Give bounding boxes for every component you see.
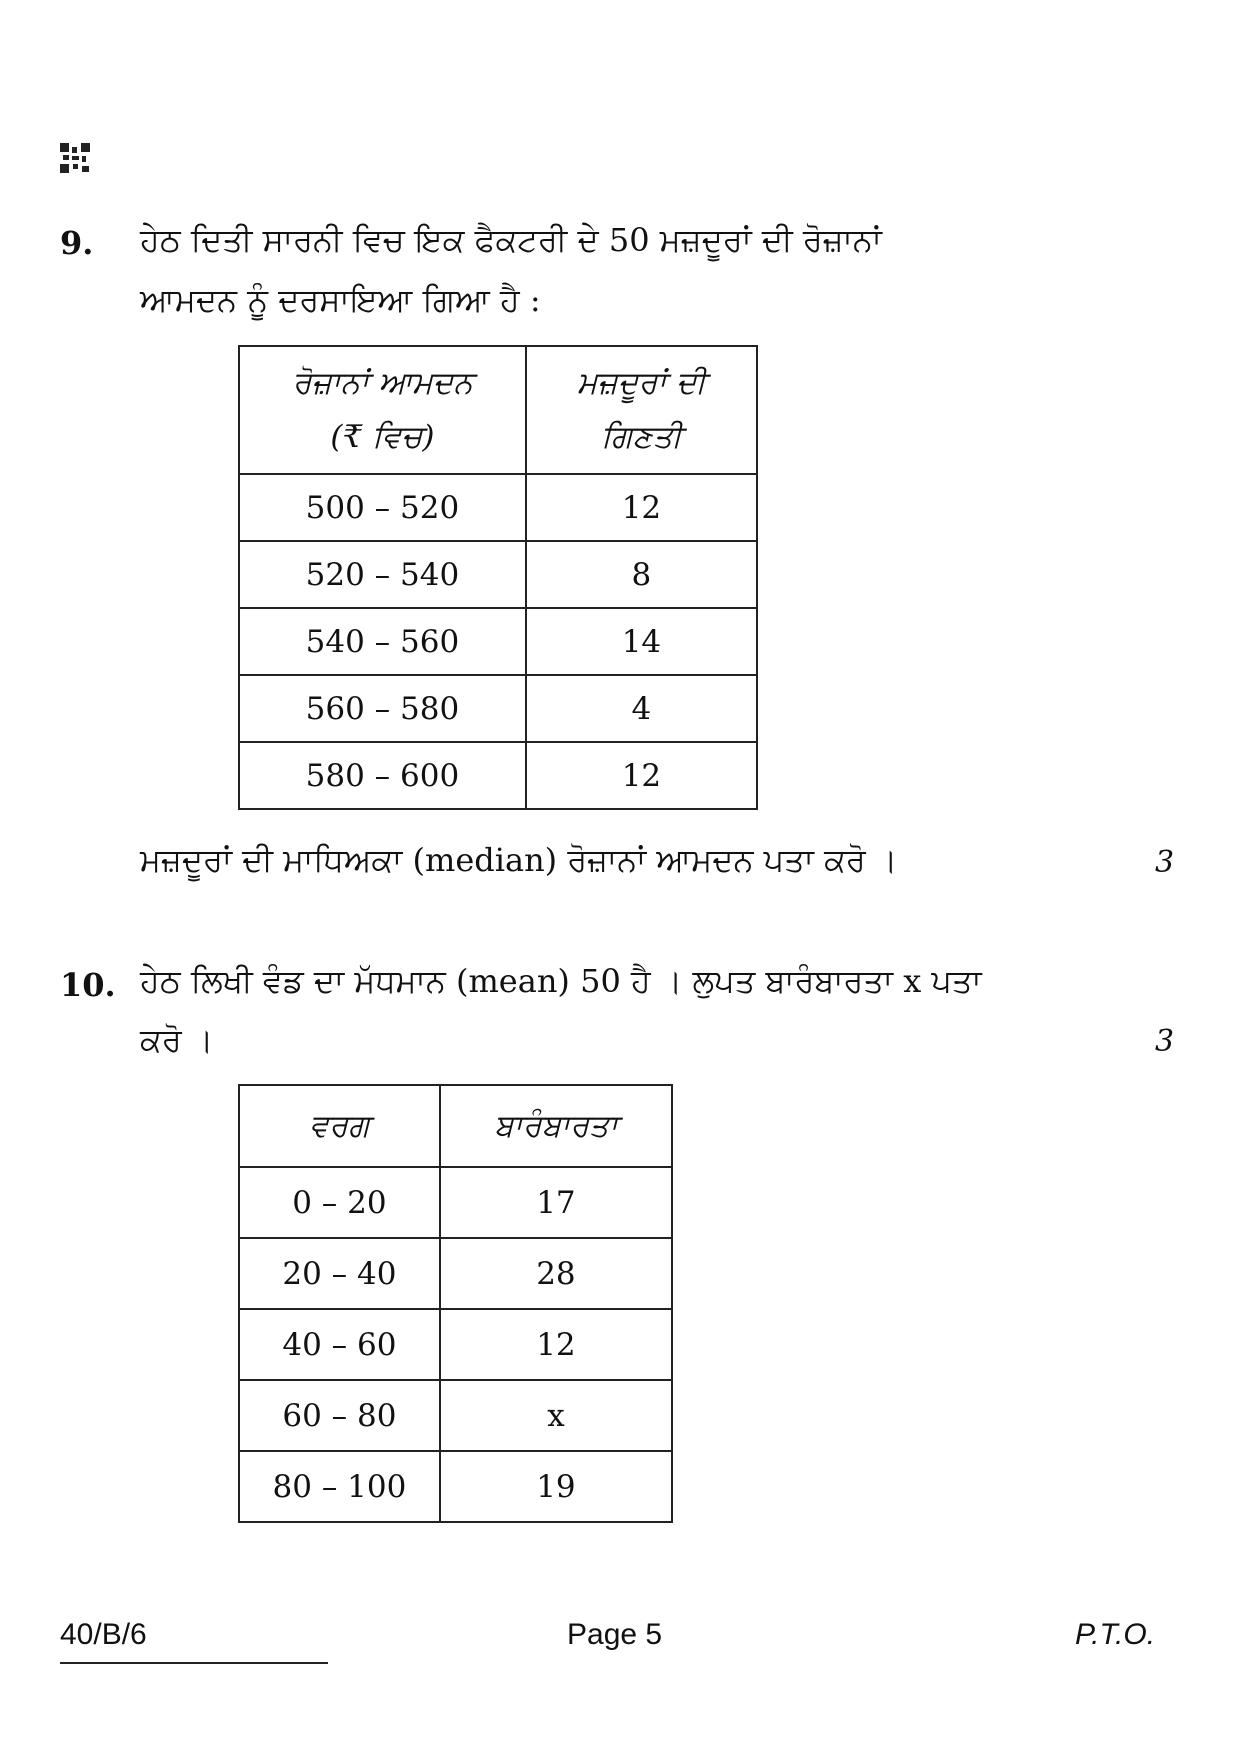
class-range-cell: 20 – 40 [239,1238,440,1309]
table-header-row [239,346,757,474]
table-row [239,474,757,541]
question-9-prompt: ਮਜ਼ਦੂਰਾਂ ਦੀ ਮਾਧਿਅਕਾ (median) ਰੋਜ਼ਾਨਾਂ ਆਮਦਨ ਪਤਾ ਕਰੋ । [140,841,898,879]
worker-count-cell: 14 [526,608,757,675]
table-header-row [239,1085,672,1167]
frequency-cell: x [440,1380,672,1451]
worker-count-cell: 8 [526,541,757,608]
page-number: Page 5 [567,1618,663,1651]
class-range-cell: 40 – 60 [239,1309,440,1380]
question-9-number: 9. [60,224,94,262]
table-row [239,1238,672,1309]
pto-label: P.T.O. [1075,1618,1156,1651]
question-9-line1: ਹੇਠ ਦਿਤੀ ਸਾਰਨੀ ਵਿਚ ਇਕ ਫੈਕਟਰੀ ਦੇ 50 ਮਜ਼ਦੂਰਾਂ ਦੀ ਰੋਜ਼ਾਨਾਂ [140,221,882,259]
worker-count-cell: 12 [526,474,757,541]
header-class: ਵਰਗ [239,1085,440,1167]
frequency-cell: 12 [440,1309,672,1380]
question-10-marks: 3 [1155,1024,1175,1059]
header-daily-income [239,346,526,474]
header-daily-income-line2: (₹ ਵਿਚ) [330,419,435,455]
question-10-number: 10. [60,966,116,1004]
table-row [239,1451,672,1522]
question-9-marks: 3 [1155,845,1175,880]
question-9-line2: ਆਮਦਨ ਨੂੰ ਦਰਸਾਇਆ ਗਿਆ ਹੈ : [140,281,541,319]
header-worker-count-line1: ਮਜ਼ਦੂਰਾਂ ਦੀ [577,365,706,401]
footer-divider [60,1662,328,1664]
income-range-cell: 560 – 580 [239,675,526,742]
income-range-cell: 540 – 560 [239,608,526,675]
question-10-line2: ਕਰੋ । [140,1021,214,1059]
worker-count-cell: 12 [526,742,757,809]
header-worker-count [526,346,757,474]
table-row [239,1167,672,1238]
table-row [239,608,757,675]
question-10-line1: ਹੇਠ ਲਿਖੀ ਵੰਡ ਦਾ ਮੱਧਮਾਨ (mean) 50 ਹੈ । ਲੁਪਤ ਬਾਰੰਬਾਰਤਾ x ਪਤਾ [140,962,982,1000]
table-row [239,1309,672,1380]
income-range-cell: 580 – 600 [239,742,526,809]
class-range-cell: 0 – 20 [239,1167,440,1238]
qr-code-icon [60,143,90,173]
table-row [239,1380,672,1451]
paper-code: 40/B/6 [60,1618,147,1651]
header-worker-count-line2: ਗਿਣਤੀ [600,419,682,455]
frequency-cell: 19 [440,1451,672,1522]
table-row [239,675,757,742]
q9-income-table [238,345,758,810]
frequency-cell: 28 [440,1238,672,1309]
class-range-cell: 80 – 100 [239,1451,440,1522]
frequency-cell: 17 [440,1167,672,1238]
q10-frequency-table [238,1084,673,1523]
income-range-cell: 520 – 540 [239,541,526,608]
header-frequency: ਬਾਰੰਬਾਰਤਾ [440,1085,672,1167]
class-range-cell: 60 – 80 [239,1380,440,1451]
income-range-cell: 500 – 520 [239,474,526,541]
table-row [239,541,757,608]
header-daily-income-line1: ਰੋਜ਼ਾਨਾਂ ਆਮਦਨ [292,365,473,401]
worker-count-cell: 4 [526,675,757,742]
table-row [239,742,757,809]
